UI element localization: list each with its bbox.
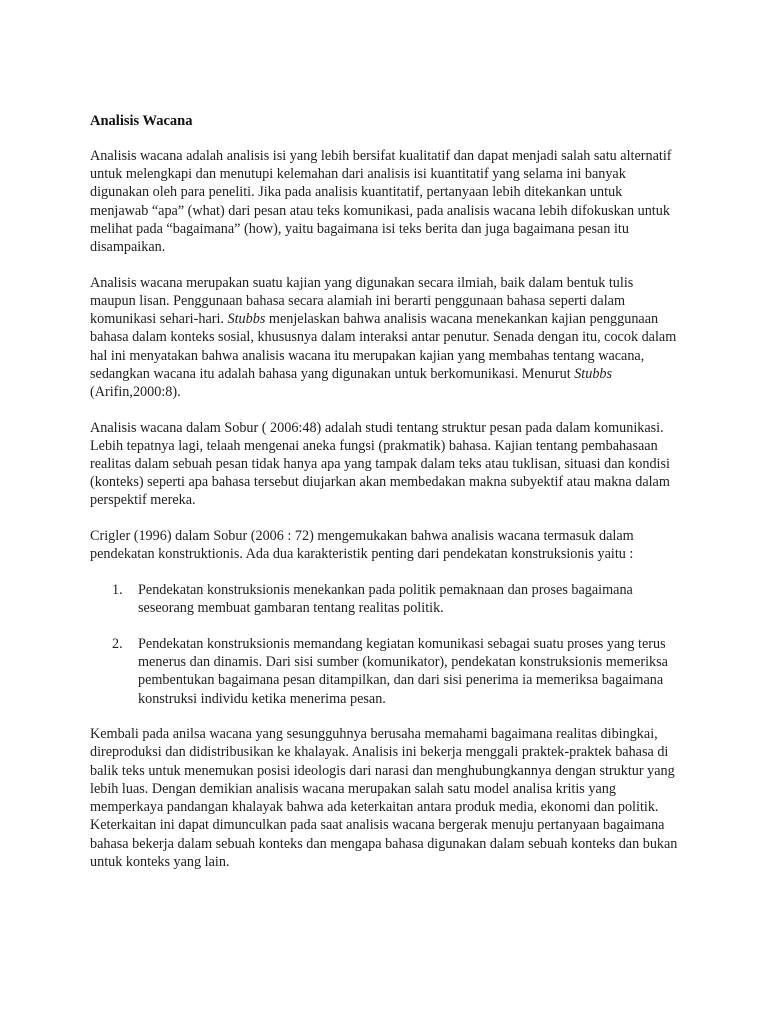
paragraph-4: Crigler (1996) dalam Sobur (2006 : 72) mengemukakan bahwa analisis wacana termasuk dalam pendekatan konstruktionis. Ada dua karakteristik penting dari pendekatan konstruksionis yaitu :: [90, 528, 634, 563]
paragraph-2-text-a: Analisis wacana merupakan suatu kajian yang digunakan secara ilmiah, baik dalam bentuk tulis maupun lisan. Penggunaan bahasa secara alamiah ini berarti penggunaan bahasa seperti dalam komunikasi sehari-hari.: [90, 274, 634, 328]
paragraph-1: Analisis wacana adalah analisis isi yang lebih bersifat kualitatif dan dapat menjadi salah satu alternatif untuk melengkapi dan menutupi kelemahan dari analisis isi kuantitatif yang selama ini banyak digunakan oleh para peneliti. Jika pada analisis kuantitatif, pertanyaan lebih ditekankan untuk menjawab “apa” (what) dari pesan atau teks komunikasi, pada analisis wacana lebih difokuskan untuk melihat pada “bagaimana” (how), yaitu bagaimana isi teks berita dan juga bagaimana pesan itu disampaikan.: [90, 148, 672, 256]
list-item-number: 1.: [112, 582, 123, 599]
paragraph-2: [90, 274, 680, 401]
list-item-text: Pendekatan konstruksionis memandang kegiatan komunikasi sebagai suatu proses yang terus menerus dan dinamis. Dari sisi sumber (komunikator), pendekatan konstruksionis memeriksa pembentukan bagaimana pesan ditampilkan, dan dari sisi penerima ia memeriksa bagaimana konstruksi individu ketika menerima pesan.: [138, 635, 668, 707]
list-item-text: Pendekatan konstruksionis menekankan pada politik pemaknaan dan proses bagaimana seseorang membuat gambaran tentang realitas politik.: [138, 582, 633, 617]
paragraph-2-text-b: menjelaskan bahwa analisis wacana menekankan kajian penggunaan bahasa dalam konteks sosial, khususnya dalam interaksi antar penutur. Senada dengan itu, cocok dalam hal ini menyatakan bahwa analisis wacana itu merupakan kajian yang membahas tentang wacana, sedangkan wacana itu adalah bahasa yang digunakan untuk berkomunikasi. Menurut: [90, 311, 677, 382]
list-item: [90, 635, 680, 708]
numbered-list: [90, 581, 680, 708]
document-title: Analisis Wacana: [90, 113, 193, 129]
list-item-number: 2.: [112, 635, 123, 652]
paragraph-5: Kembali pada anilsa wacana yang sesungguhnya berusaha memahami bagaimana realitas dibingkai, direproduksi dan didistribusikan ke khalayak. Analisis ini bekerja menggali praktek-praktek bahasa di balik teks untuk menemukan posisi ideologis dari narasi dan menghubungkannya dengan struktur yang lebih luas. Dengan demikian analisis wacana merupakan salah satu model analisa kritis yang memperkaya pandangan khalayak bahwa ada keterkaitan antara produk media, ekonomi dan politik. Keterkaitan ini dapat dimunculkan pada saat analisis wacana bergerak menuju pertanyaan bagaimana bahasa bekerja dalam sebuah konteks dan mengapa bahasa digunakan dalam sebuah konteks dan bukan untuk konteks yang lain.: [90, 726, 678, 870]
document-body: [90, 112, 680, 888]
citation-author-stubbs-1: Stubbs: [227, 311, 266, 328]
paragraph-3: Analisis wacana dalam Sobur ( 2006:48) adalah studi tentang struktur pesan pada dalam komunikasi. Lebih tepatnya lagi, telaah mengenai aneka fungsi (prakmatik) bahasa. Kajian tentang pembahasaan realitas dalam sebuah pesan tidak hanya apa yang tampak dalam teks atau tuklisan, situasi dan kondisi (konteks) seperti apa bahasa tersebut diujarkan akan membedakan makna subyektif atau makna dalam perspektif mereka.: [90, 419, 670, 509]
paragraph-2-text-c: (Arifin,2000:8).: [90, 383, 181, 400]
list-item: [90, 581, 680, 617]
citation-author-stubbs-2: Stubbs: [574, 365, 613, 382]
